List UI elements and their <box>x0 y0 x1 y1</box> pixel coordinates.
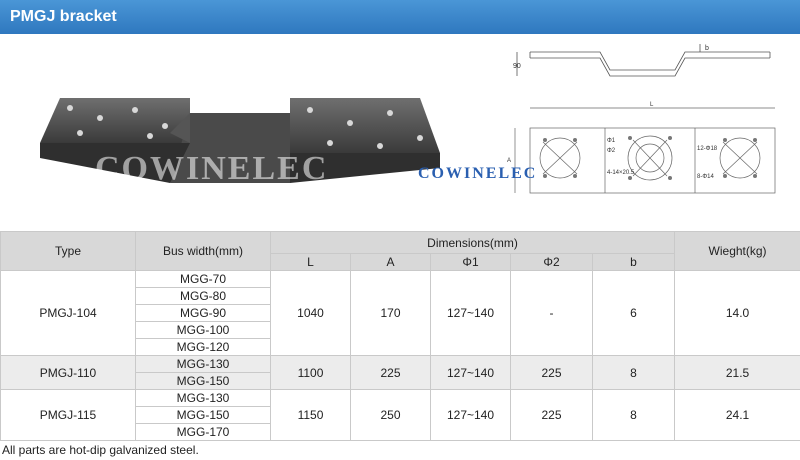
cell-weight: 21.5 <box>675 356 800 390</box>
group-pmgj-104 <box>1 271 800 356</box>
watermark-photo: COWINELEC <box>95 150 329 187</box>
cell-bus: MGG-150 <box>136 373 271 390</box>
cell-type: PMGJ-104 <box>1 271 136 356</box>
header-type: Type <box>1 232 136 271</box>
page-title: PMGJ bracket <box>10 8 117 25</box>
group-pmgj-115 <box>1 390 800 441</box>
cell-phi2: 225 <box>511 356 593 390</box>
header-L: L <box>271 254 351 271</box>
cell-L: 1150 <box>271 390 351 441</box>
group-pmgj-110 <box>1 356 800 390</box>
cell-phi2: 225 <box>511 390 593 441</box>
cell-bus: MGG-80 <box>136 288 271 305</box>
cell-A: 225 <box>351 356 431 390</box>
cell-bus: MGG-130 <box>136 356 271 373</box>
cell-bus: MGG-150 <box>136 407 271 424</box>
header-phi1: Φ1 <box>431 254 511 271</box>
header-weight: Wieght(kg) <box>675 232 800 271</box>
cell-phi1: 127~140 <box>431 390 511 441</box>
header-bus-width: Bus width(mm) <box>136 232 271 271</box>
cell-b: 8 <box>593 356 675 390</box>
table-row <box>1 356 800 373</box>
table-row <box>1 271 800 288</box>
cell-bus: MGG-70 <box>136 271 271 288</box>
cell-bus: MGG-120 <box>136 339 271 356</box>
table-row <box>1 390 800 407</box>
header-A: A <box>351 254 431 271</box>
cell-b: 8 <box>593 390 675 441</box>
photo-plate-right <box>290 98 440 153</box>
cell-phi2: - <box>511 271 593 356</box>
cell-type: PMGJ-110 <box>1 356 136 390</box>
top-phi2-label: Φ2 <box>607 148 616 154</box>
cell-b: 6 <box>593 271 675 356</box>
header-phi2: Φ2 <box>511 254 593 271</box>
spec-table <box>0 231 800 441</box>
cell-phi1: 127~140 <box>431 271 511 356</box>
top-holes-c-label: 8-Φ14 <box>697 174 714 180</box>
cell-bus: MGG-100 <box>136 322 271 339</box>
cell-bus: MGG-170 <box>136 424 271 441</box>
cell-A: 250 <box>351 390 431 441</box>
watermark-drawing: COWINELEC <box>418 165 538 182</box>
cell-type: PMGJ-115 <box>1 390 136 441</box>
header-b: b <box>593 254 675 271</box>
cell-phi1: 127~140 <box>431 356 511 390</box>
header-bar <box>0 0 800 34</box>
top-L-label: L <box>650 102 654 108</box>
top-holes-a-label: 4-14×20.5 <box>607 170 635 176</box>
cell-L: 1100 <box>271 356 351 390</box>
cell-weight: 24.1 <box>675 390 800 441</box>
cell-L: 1040 <box>271 271 351 356</box>
top-A-label: A <box>507 158 512 164</box>
photo-plate-left <box>40 98 190 143</box>
cell-bus: MGG-90 <box>136 305 271 322</box>
side-height-label: 90 <box>513 63 521 70</box>
cell-bus: MGG-130 <box>136 390 271 407</box>
side-view-drawing <box>505 40 790 95</box>
side-b-label: b <box>705 45 709 52</box>
header-dimensions: Dimensions(mm) <box>271 232 675 254</box>
top-view-drawing <box>505 100 790 210</box>
footnote: All parts are hot-dip galvanized steel. <box>2 443 199 457</box>
top-holes-b-label: 12-Φ18 <box>697 146 718 152</box>
cell-A: 170 <box>351 271 431 356</box>
cell-weight: 14.0 <box>675 271 800 356</box>
top-phi1-label: Φ1 <box>607 138 616 144</box>
